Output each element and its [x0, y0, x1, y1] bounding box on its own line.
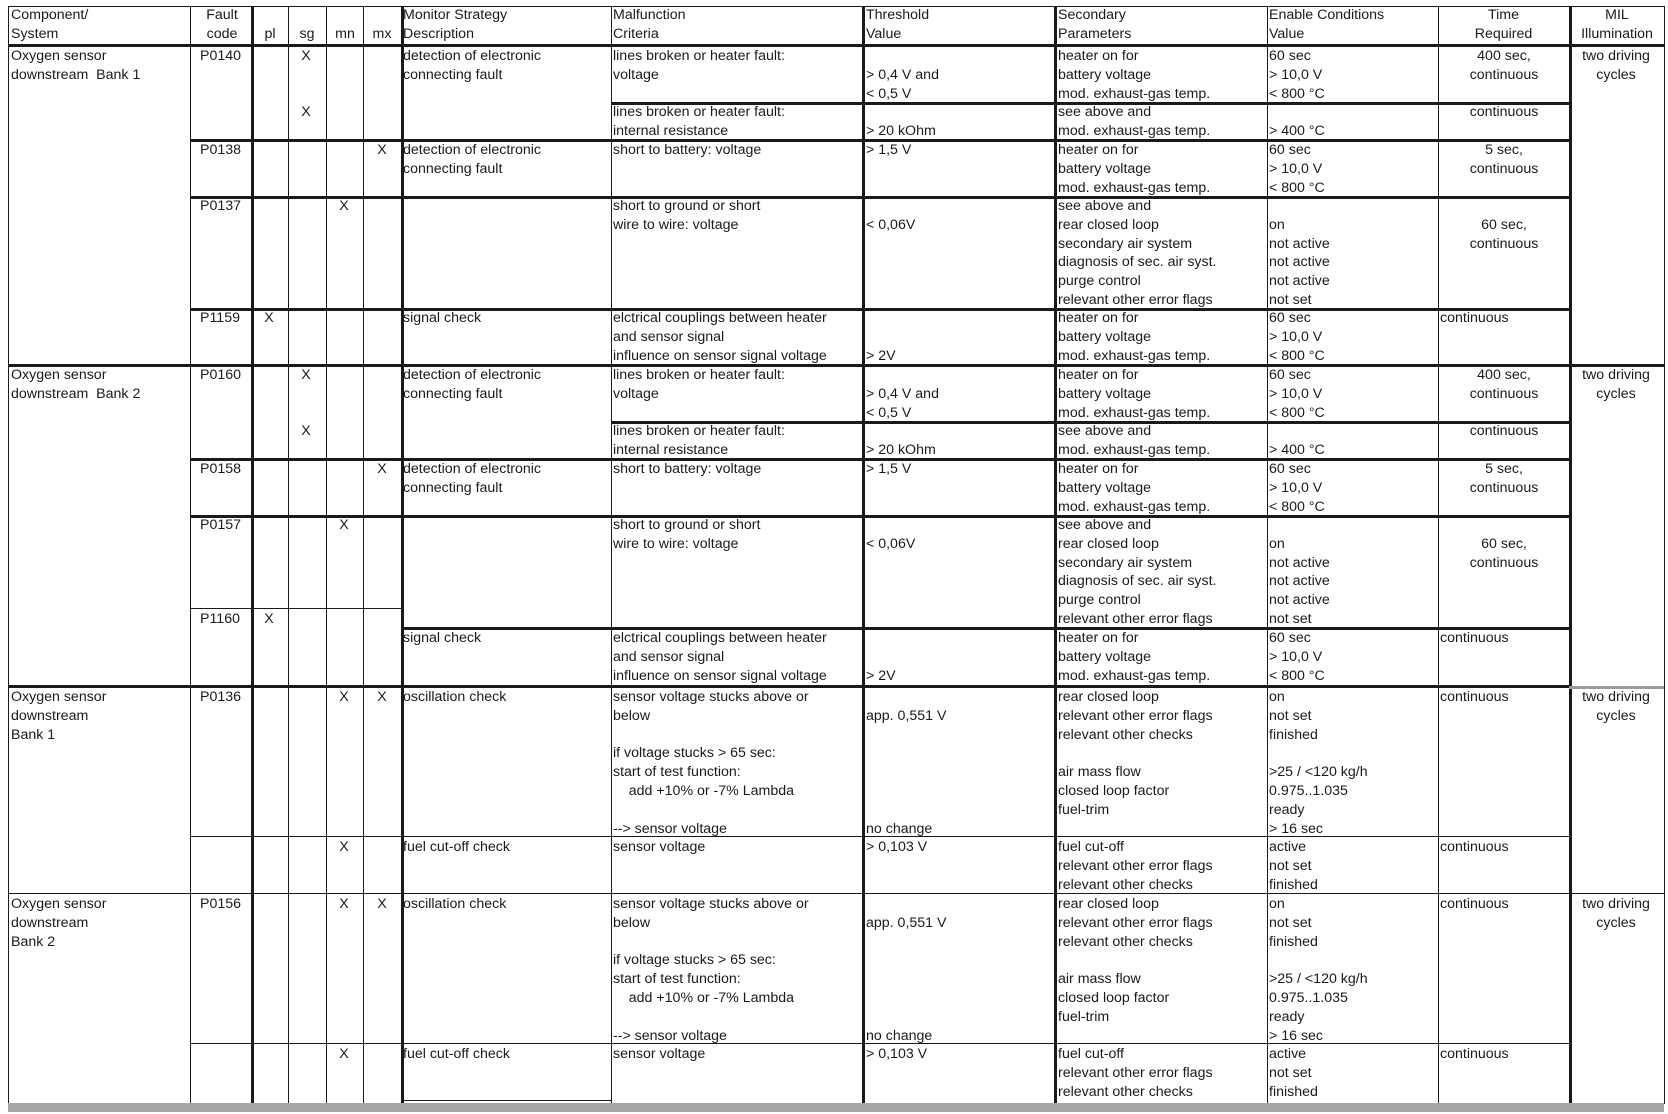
table-cell-p1160: P1160 — [200, 611, 240, 627]
table-cell-p0160-sec1: heater on for battery voltage mod. exhaust-gas temp. — [1058, 367, 1211, 421]
header-threshold-value: Threshold Value — [866, 7, 930, 42]
table-cell-p0136-mal: sensor voltage stucks above or below if voltage stucks > 65 sec: start of test function: add +10% or -7% Lambda --> sensor voltage — [613, 689, 809, 837]
table-cell-p0156-mon: oscillation check — [403, 896, 507, 912]
table-cell-p0158-en: 60 sec > 10,0 V < 800 °C — [1269, 461, 1325, 515]
table-cell-p0137-mal: short to ground or short wire to wire: voltage — [613, 198, 761, 233]
table-cell-p1159-en: 60 sec > 10,0 V < 800 °C — [1269, 310, 1325, 364]
header-mn: mn — [335, 26, 355, 42]
table-cell-comp3: Oxygen sensor downstream Bank 1 — [11, 689, 107, 743]
table-cell-p1160-sec: heater on for battery voltage mod. exhaust-gas temp. — [1058, 630, 1211, 684]
table-cell-p0157-mn: X — [339, 517, 349, 533]
table-cell-p0136-thr: app. 0,551 V no change — [866, 707, 947, 837]
table-cell-p0140-t1: 400 sec, continuous — [1469, 48, 1539, 83]
header-sg: sg — [299, 26, 315, 42]
grid-line-vertical — [190, 6, 191, 1104]
table-cell-p0160-mal1: lines broken or heater fault: voltage — [613, 367, 785, 402]
table-cell-p0158-t: 5 sec, continuous — [1469, 461, 1539, 496]
table-cell-p0136-mx: X — [377, 689, 387, 705]
table-cell-p0140-sec1: heater on for battery voltage mod. exhaust-gas temp. — [1058, 48, 1211, 102]
table-cell-p0156-en: on not set finished >25 / <120 kg/h 0.975..1.035 ready > 16 sec — [1269, 896, 1368, 1044]
table-cell-p0136b-en: active not set finished — [1269, 839, 1318, 893]
grid-line-vertical — [8, 6, 9, 1104]
table-cell-p0160-en2: > 400 °C — [1269, 441, 1325, 458]
table-cell-p0156-mal: sensor voltage stucks above or below if voltage stucks > 65 sec: start of test function: add +10% or -7% Lambda --> sensor voltage — [613, 896, 809, 1044]
table-cell-p0140-sec2: see above and mod. exhaust-gas temp. — [1058, 104, 1211, 139]
table-cell-p0156: P0156 — [200, 896, 242, 912]
table-cell-comp1: Oxygen sensor downstream Bank 1 — [11, 48, 141, 83]
table-cell-p1160-t: continuous — [1440, 630, 1509, 646]
table-cell-p1160-mal: elctrical couplings between heater and sensor signal influence on sensor signal voltage — [613, 630, 827, 684]
grid-line-vertical — [1664, 6, 1665, 1104]
table-cell-p0160-sec2: see above and mod. exhaust-gas temp. — [1058, 423, 1211, 458]
grid-line-horizontal — [8, 6, 1664, 7]
table-cell-p0140-mon: detection of electronic connecting fault — [403, 48, 542, 83]
table-cell-p0140-thr2: > 20 kOhm — [866, 122, 936, 139]
table-cell-p0136b-mal: sensor voltage — [613, 839, 706, 855]
table-cell-p0137-mn: X — [339, 198, 349, 214]
grid-line-horizontal — [401, 1100, 611, 1101]
table-cell-p1159-sec: heater on for battery voltage mod. exhaust-gas temp. — [1058, 310, 1211, 364]
header-time-required: Time Required — [1474, 7, 1533, 42]
table-cell-p0160-sg2: X — [301, 423, 311, 439]
table-cell-p0138-en: 60 sec > 10,0 V < 800 °C — [1269, 142, 1325, 196]
table-cell-p0136-mon: oscillation check — [403, 689, 507, 705]
table-cell-p0156b-t: continuous — [1440, 1046, 1509, 1062]
table-cell-p0136-sec: rear closed loop relevant other error flags relevant other checks air mass flow closed loop factor fuel-trim — [1058, 689, 1213, 818]
table-cell-p0158-thr: > 1,5 V — [866, 461, 912, 477]
table-cell-p0136b-thr: > 0,103 V — [866, 839, 928, 855]
table-cell-p1159-thr: > 2V — [866, 347, 896, 364]
header-component: Component/ System — [11, 7, 89, 42]
table-cell-p0136-mn: X — [339, 689, 349, 705]
table-cell-p0156b-mn: X — [339, 1046, 349, 1062]
grid-line-vertical — [326, 6, 327, 1104]
table-cell-mil4: two driving cycles — [1582, 896, 1650, 931]
table-cell-p0157-sec: see above and rear closed loop secondary air system diagnosis of sec. air syst. purge control relevant other error flags — [1058, 517, 1217, 627]
table-cell-p0157-t: 60 sec, continuous — [1469, 535, 1539, 571]
header-fault-code: Fault code — [206, 7, 238, 42]
table-cell-p0156b-mon: fuel cut-off check — [403, 1046, 510, 1062]
table-cell-p0160-sg1: X — [301, 367, 311, 383]
table-cell-p0156b-sec: fuel cut-off relevant other error flags relevant other checks — [1058, 1046, 1213, 1100]
header-mx: mx — [372, 26, 392, 42]
table-cell-p0160: P0160 — [200, 367, 242, 383]
table-cell-p0158-mon: detection of electronic connecting fault — [403, 461, 542, 496]
table-cell-p1159-t: continuous — [1440, 310, 1509, 326]
header-malfunction-criteria: Malfunction Criteria — [613, 7, 686, 42]
table-cell-p0137-thr: < 0,06V — [866, 216, 916, 233]
table-cell-p0158-mx: X — [377, 461, 387, 477]
header-enable-conditions: Enable Conditions Value — [1269, 7, 1385, 42]
table-cell-p0136b-sec: fuel cut-off relevant other error flags relevant other checks — [1058, 839, 1213, 893]
table-cell-p0160-thr2: > 20 kOhm — [866, 441, 936, 458]
table-cell-comp4: Oxygen sensor downstream Bank 2 — [11, 896, 107, 950]
table-cell-p0157-en: on not active not active not active not set — [1269, 535, 1330, 627]
table-cell-p0137-t: 60 sec, continuous — [1469, 216, 1539, 252]
table-cell-p0157-mal: short to ground or short wire to wire: voltage — [613, 517, 761, 552]
header-secondary-parameters: Secondary Parameters — [1058, 7, 1132, 42]
table-cell-p0140-en2: > 400 °C — [1269, 122, 1325, 139]
grid-line-vertical — [862, 6, 865, 1104]
table-cell-p0160-mal2: lines broken or heater fault: internal resistance — [613, 423, 785, 458]
table-cell-p0138-mon: detection of electronic connecting fault — [403, 142, 542, 177]
table-cell-p1160-thr: > 2V — [866, 667, 896, 684]
table-cell-p1159-mon: signal check — [403, 310, 482, 326]
table-cell-p0160-en1: 60 sec > 10,0 V < 800 °C — [1269, 367, 1325, 421]
table-cell-p0157-thr: < 0,06V — [866, 535, 916, 552]
table-cell-p0136b-t: continuous — [1440, 839, 1509, 855]
table-cell-mil2: two driving cycles — [1582, 367, 1650, 402]
table-cell-mil3: two driving cycles — [1582, 689, 1650, 724]
table-cell-p0160-t1: 400 sec, continuous — [1469, 367, 1539, 402]
table-cell-p0136-en: on not set finished >25 / <120 kg/h 0.975..1.035 ready > 16 sec — [1269, 689, 1368, 837]
table-cell-p0156-thr: app. 0,551 V no change — [866, 914, 947, 1044]
grid-line-horizontal — [8, 893, 1664, 894]
table-cell-p0156b-thr: > 0,103 V — [866, 1046, 928, 1062]
table-cell-p0138-t: 5 sec, continuous — [1469, 142, 1539, 177]
table-cell-p0138-mal: short to battery: voltage — [613, 142, 762, 158]
grid-line-vertical — [288, 6, 289, 1104]
table-cell-p0158-mal: short to battery: voltage — [613, 461, 762, 477]
grid-line-vertical — [363, 6, 364, 1104]
table-cell-p1160-mon: signal check — [403, 630, 482, 646]
table-cell-p0157: P0157 — [200, 517, 242, 533]
header-mil-illumination: MIL Illumination — [1581, 7, 1653, 42]
table-cell-p0158: P0158 — [200, 461, 242, 477]
table-cell-p0137: P0137 — [200, 198, 242, 214]
table-cell-p0140-t2: continuous — [1469, 104, 1539, 120]
table-cell-p0136b-mon: fuel cut-off check — [403, 839, 510, 855]
table-cell-p0156-mn: X — [339, 896, 349, 912]
table-cell-comp2: Oxygen sensor downstream Bank 2 — [11, 367, 141, 402]
table-cell-p1160-pl: X — [264, 611, 274, 627]
table-cell-p0140-mal2: lines broken or heater fault: internal resistance — [613, 104, 785, 139]
grid-line-vertical — [1054, 6, 1057, 1104]
table-cell-p1159-mal: elctrical couplings between heater and sensor signal influence on sensor signal voltage — [613, 310, 827, 364]
table-cell-p0138-mx: X — [377, 142, 387, 158]
table-cell-p0138-thr: > 1,5 V — [866, 142, 912, 158]
table-cell-p0160-t2: continuous — [1469, 423, 1539, 439]
table-cell-p0136-t: continuous — [1440, 689, 1509, 705]
table-cell-p0140-thr1: > 0,4 V and < 0,5 V — [866, 66, 939, 102]
table-cell-p0160-thr1: > 0,4 V and < 0,5 V — [866, 385, 939, 421]
header-pl: pl — [264, 26, 276, 42]
table-cell-p0137-sec: see above and rear closed loop secondary air system diagnosis of sec. air syst. purge control relevant other error flags — [1058, 198, 1217, 308]
table-cell-p0140-sg2: X — [301, 104, 311, 120]
table-cell-p0138: P0138 — [200, 142, 242, 158]
table-cell-p1159-pl: X — [264, 310, 274, 326]
bottom-border-bar — [8, 1103, 1664, 1112]
table-cell-mil1: two driving cycles — [1582, 48, 1650, 83]
table-cell-p0136b-mn: X — [339, 839, 349, 855]
table-cell-p0156b-en: active not set finished — [1269, 1046, 1318, 1100]
table-cell-p1160-en: 60 sec > 10,0 V < 800 °C — [1269, 630, 1325, 684]
table-cell-p0140: P0140 — [200, 48, 242, 64]
table-cell-p0156b-mal: sensor voltage — [613, 1046, 706, 1062]
table-cell-p0156-t: continuous — [1440, 896, 1509, 912]
table-cell-p0140-mal1: lines broken or heater fault: voltage — [613, 48, 785, 83]
header-monitor-strategy: Monitor Strategy Description — [403, 7, 508, 42]
table-cell-p0140-sg1: X — [301, 48, 311, 64]
table-cell-p1159: P1159 — [200, 310, 240, 326]
table-cell-p0156-sec: rear closed loop relevant other error flags relevant other checks air mass flow closed loop factor fuel-trim — [1058, 896, 1213, 1025]
table-cell-p0160-mon: detection of electronic connecting fault — [403, 367, 542, 402]
grid-line-vertical — [251, 6, 254, 1104]
table-cell-p0140-en1: 60 sec > 10,0 V < 800 °C — [1269, 48, 1325, 102]
table-cell-p0158-sec: heater on for battery voltage mod. exhaust-gas temp. — [1058, 461, 1211, 515]
table-cell-p0136: P0136 — [200, 689, 242, 705]
table-cell-p0138-sec: heater on for battery voltage mod. exhaust-gas temp. — [1058, 142, 1211, 196]
table-cell-p0156-mx: X — [377, 896, 387, 912]
grid-line-horizontal — [401, 627, 1569, 630]
table-cell-p0137-en: on not active not active not active not set — [1269, 216, 1330, 308]
